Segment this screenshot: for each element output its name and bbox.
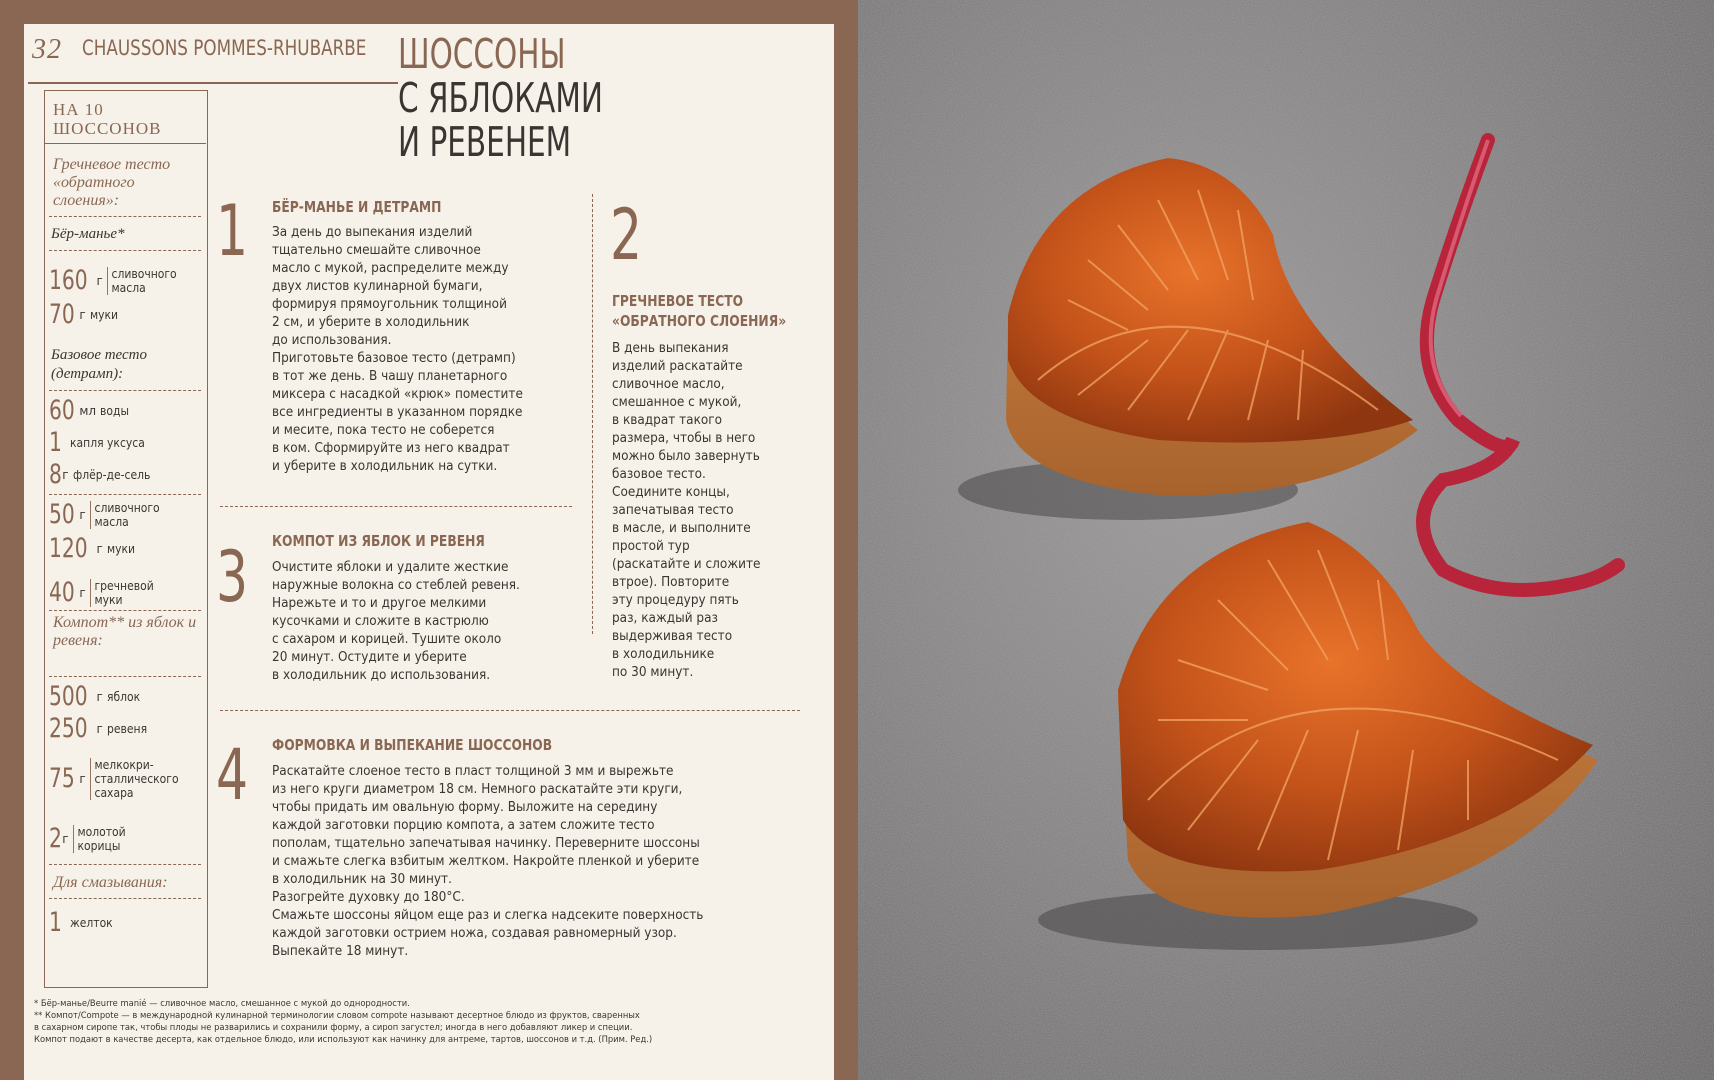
- ingredient-row: [49, 824, 143, 854]
- step-text-line: размера, чтобы в него: [612, 431, 756, 446]
- step-4-title: ФОРМОВКА И ВЫПЕКАНИЕ ШОССОНОВ: [272, 736, 553, 754]
- title-line-3: И РЕВЕНЕМ: [398, 118, 572, 166]
- ingredient-unit: г: [96, 274, 103, 288]
- step-text-line: и смажьте слегка взбитым желтком. Накройте пленкой и уберите: [272, 854, 700, 869]
- ingredient-qty: 500: [49, 681, 88, 712]
- servings-line-2: ШОССОНОВ: [53, 119, 162, 138]
- section-divider: [49, 216, 201, 217]
- title-line-2: С ЯБЛОКАМИ: [398, 74, 603, 122]
- footnote: ** Компот/Compote — в международной кулинарной терминологии словом compote называют десертное блюдо из фруктов, сваренных: [34, 1011, 640, 1021]
- section-divider: [49, 610, 201, 611]
- ingredient-qty: 40: [49, 577, 75, 608]
- step-text-line: в холодильнике: [612, 647, 715, 662]
- step-1-title: БЁР-МАНЬЕ И ДЕТРАМП: [272, 198, 442, 216]
- servings-line-1: НА 10: [53, 100, 104, 119]
- ingredient-unit: г: [96, 722, 103, 736]
- ingredient-row: [49, 460, 159, 490]
- step-1-text: [272, 224, 542, 476]
- step-text-line: в квадрат такого: [612, 413, 723, 428]
- step-text-line: сливочное масло,: [612, 377, 725, 392]
- step-text-line: эту процедуру пять: [612, 593, 739, 608]
- ingredient-name: яблок: [106, 690, 141, 704]
- ingredient-row: [49, 396, 132, 426]
- ingredient-unit: г: [79, 772, 86, 786]
- ingredient-row: [49, 266, 183, 296]
- step-text-line: формируя прямоугольник толщиной: [272, 297, 507, 312]
- ingredient-unit: г: [62, 468, 69, 482]
- section-divider: [49, 250, 201, 251]
- ingredient-row: [49, 428, 153, 458]
- step-4-text: [272, 763, 736, 961]
- step-text-line: чтобы придать им овальную форму. Выложите на середину: [272, 800, 658, 815]
- step-3-text: [272, 559, 539, 685]
- compote-heading: Компот** из яблок и ревеня:: [53, 614, 197, 649]
- ingredient-row: [49, 908, 118, 938]
- step-text-line: кусочками и сложите в кастрюлю: [272, 614, 489, 629]
- section-divider: [49, 898, 201, 899]
- ingredient-qty: 1: [49, 427, 62, 458]
- ingredient-name: флёр-де-сель: [72, 468, 150, 482]
- step-text-line: простой тур: [612, 539, 690, 554]
- step-text-line: Приготовьте базовое тесто (детрамп): [272, 351, 516, 366]
- step-text-line: каждой заготовки острием ножа, создавая равномерный узор.: [272, 926, 677, 941]
- ingredient-unit: г: [79, 308, 86, 322]
- ingredients-sidebar: [44, 90, 208, 988]
- step-text-line: из него круги диаметром 18 см. Немного раскатайте эти круги,: [272, 782, 683, 797]
- ingredient-qty: 160: [49, 265, 88, 296]
- step-text-line: пополам, тщательно запечатывая начинку. Переверните шоссоны: [272, 836, 700, 851]
- step-text-line: в холодильник на 30 минут.: [272, 872, 452, 887]
- step-text-line: в тот же день. В чашу планетарного: [272, 369, 508, 384]
- step-text-line: двух листов кулинарной бумаги,: [272, 279, 483, 294]
- step-text-line: Раскатайте слоеное тесто в пласт толщиной 3 мм и вырежьте: [272, 764, 674, 779]
- step-text-line: Выпекайте 18 минут.: [272, 944, 409, 959]
- ingredient-qty: 120: [49, 533, 88, 564]
- step-text-line: и уберите в холодильник на сутки.: [272, 459, 498, 474]
- ingredient-unit: г: [62, 832, 69, 846]
- step-text-line: 20 минут. Остудите и уберите: [272, 650, 467, 665]
- ingredient-row: [49, 714, 151, 744]
- step-text-line: Смажьте шоссоны яйцом еще раз и слегка надсеките поверхность: [272, 908, 704, 923]
- step-text-line: тщательно смешайте сливочное: [272, 243, 481, 258]
- section-divider: [49, 676, 201, 677]
- servings-box: [45, 90, 206, 144]
- ingredient-qty: 1: [49, 907, 62, 938]
- ingredient-name: капля уксуса: [70, 436, 146, 450]
- ingredient-row: [49, 500, 166, 530]
- step-text-line: масло с мукой, распределите между: [272, 261, 509, 276]
- footnote: Компот подают в качестве десерта, как отдельное блюдо, или используют как начинку для антреме, тартов, шоссонов и т.д. (Прим. Ред.): [34, 1035, 653, 1045]
- step-text-line: можно было завернуть: [612, 449, 760, 464]
- ingredient-name: сливочного масла: [90, 501, 158, 529]
- step-text-line: Очистите яблоки и удалите жесткие: [272, 560, 509, 575]
- ingredient-row: [49, 682, 144, 712]
- column-divider: [592, 194, 593, 634]
- footnotes: [34, 998, 814, 1046]
- page-number: 32: [32, 34, 62, 65]
- ingredient-qty: 70: [49, 299, 75, 330]
- step-text-line: в холодильник до использования.: [272, 668, 491, 683]
- ingredient-name: сливочного масла: [107, 267, 175, 295]
- step-divider: [220, 710, 800, 711]
- ingredient-qty: 8: [49, 459, 62, 490]
- step-text-line: каждой заготовки порцию компота, а затем сложите тесто: [272, 818, 655, 833]
- pastry-photo: [858, 0, 1714, 1080]
- footnote: в сахарном сиропе так, чтобы плоды не разварились и сохранили форму, а сироп загустел; иногда в него добавляют ликер и специи.: [34, 1023, 633, 1033]
- dough-section-title: Гречневое тесто «обратного слоения»:: [53, 156, 171, 209]
- step-text-line: запечатывая тесто: [612, 503, 734, 518]
- step-text-line: все ингредиенты в указанном порядке: [272, 405, 523, 420]
- ingredient-name: ревеня: [106, 722, 147, 736]
- ingredient-name: воды: [100, 404, 130, 418]
- section-divider: [49, 390, 201, 391]
- ingredient-row: [49, 758, 182, 800]
- footnote: * Бёр-манье/Beurre manié — сливочное масло, смешанное с мукой до однородности.: [34, 999, 410, 1009]
- step-text-line: в масле, и выполните: [612, 521, 751, 536]
- ingredient-unit: г: [79, 586, 86, 600]
- section-divider: [49, 864, 201, 865]
- step-4-number: 4: [216, 734, 249, 816]
- step-3-number: 3: [216, 536, 249, 618]
- step-text-line: до использования.: [272, 333, 392, 348]
- ingredient-qty: 75: [49, 763, 75, 794]
- step-text-line: Разогрейте духовку до 180°С.: [272, 890, 465, 905]
- step-divider: [220, 506, 572, 507]
- step-text-line: 2 см, и уберите в холодильник: [272, 315, 470, 330]
- step-text-line: изделий раскатайте: [612, 359, 743, 374]
- ingredient-qty: 50: [49, 499, 75, 530]
- header-rule: [28, 82, 398, 84]
- ingredient-name: мелкокри-сталлического сахара: [90, 758, 173, 800]
- ingredient-name: муки: [106, 542, 135, 556]
- step-text-line: смешанное с мукой,: [612, 395, 742, 410]
- ingredient-row: [49, 534, 138, 564]
- ingredient-row: [49, 300, 121, 330]
- step-2-text: [612, 340, 772, 682]
- ingredient-unit: г: [79, 508, 86, 522]
- ingredient-qty: 250: [49, 713, 88, 744]
- step-text-line: Нарежьте и то и другое мелкими: [272, 596, 487, 611]
- recipe-page: [24, 24, 834, 1080]
- step-2-title-line-1: ГРЕЧНЕВОЕ ТЕСТО: [612, 292, 744, 310]
- step-3-title: КОМПОТ ИЗ ЯБЛОК И РЕВЕНЯ: [272, 532, 485, 550]
- ingredient-name: молотой корицы: [73, 825, 136, 853]
- step-text-line: и месите, пока тесто не соберется: [272, 423, 495, 438]
- base-dough-heading: Базовое тесто (детрамп):: [51, 347, 148, 382]
- ingredient-name: желток: [70, 916, 113, 930]
- step-text-line: раз, каждый раз: [612, 611, 718, 626]
- ingredient-row: [49, 578, 166, 608]
- step-text-line: по 30 минут.: [612, 665, 694, 680]
- step-text-line: (раскатайте и сложите: [612, 557, 761, 572]
- step-text-line: с сахаром и корицей. Тушите около: [272, 632, 502, 647]
- ingredient-unit: г: [96, 542, 103, 556]
- ingredient-name: муки: [89, 308, 118, 322]
- step-text-line: выдерживая тесто: [612, 629, 733, 644]
- step-text-line: миксера с насадкой «крюк» поместите: [272, 387, 523, 402]
- step-text-line: втрое). Повторите: [612, 575, 730, 590]
- title-line-1: ШОССОНЫ: [398, 30, 566, 78]
- section-divider: [49, 494, 201, 495]
- pastry-photo-illustration: [858, 0, 1714, 1080]
- beurre-manie-heading: Бёр-манье*: [51, 226, 125, 242]
- ingredient-unit: мл: [79, 404, 97, 418]
- ingredient-qty: 60: [49, 395, 75, 426]
- ingredient-qty: 2: [49, 823, 62, 854]
- recipe-title: [398, 32, 683, 164]
- step-text-line: В день выпекания: [612, 341, 729, 356]
- step-text-line: За день до выпекания изделий: [272, 225, 473, 240]
- step-text-line: наружные волокна со стеблей ревеня.: [272, 578, 520, 593]
- ingredient-unit: г: [96, 690, 103, 704]
- step-2-number: 2: [610, 194, 643, 276]
- step-text-line: в ком. Сформируйте из него квадрат: [272, 441, 510, 456]
- glaze-heading: Для смазывания:: [53, 874, 168, 891]
- step-1-number: 1: [216, 190, 249, 272]
- step-2-title-line-2: «ОБРАТНОГО СЛОЕНИЯ»: [612, 312, 787, 330]
- step-text-line: базовое тесто.: [612, 467, 706, 482]
- ingredient-name: гречневой муки: [90, 579, 158, 607]
- step-text-line: Соедините концы,: [612, 485, 730, 500]
- french-title: CHAUSSONS POMMES-RHUBARBE: [82, 36, 367, 60]
